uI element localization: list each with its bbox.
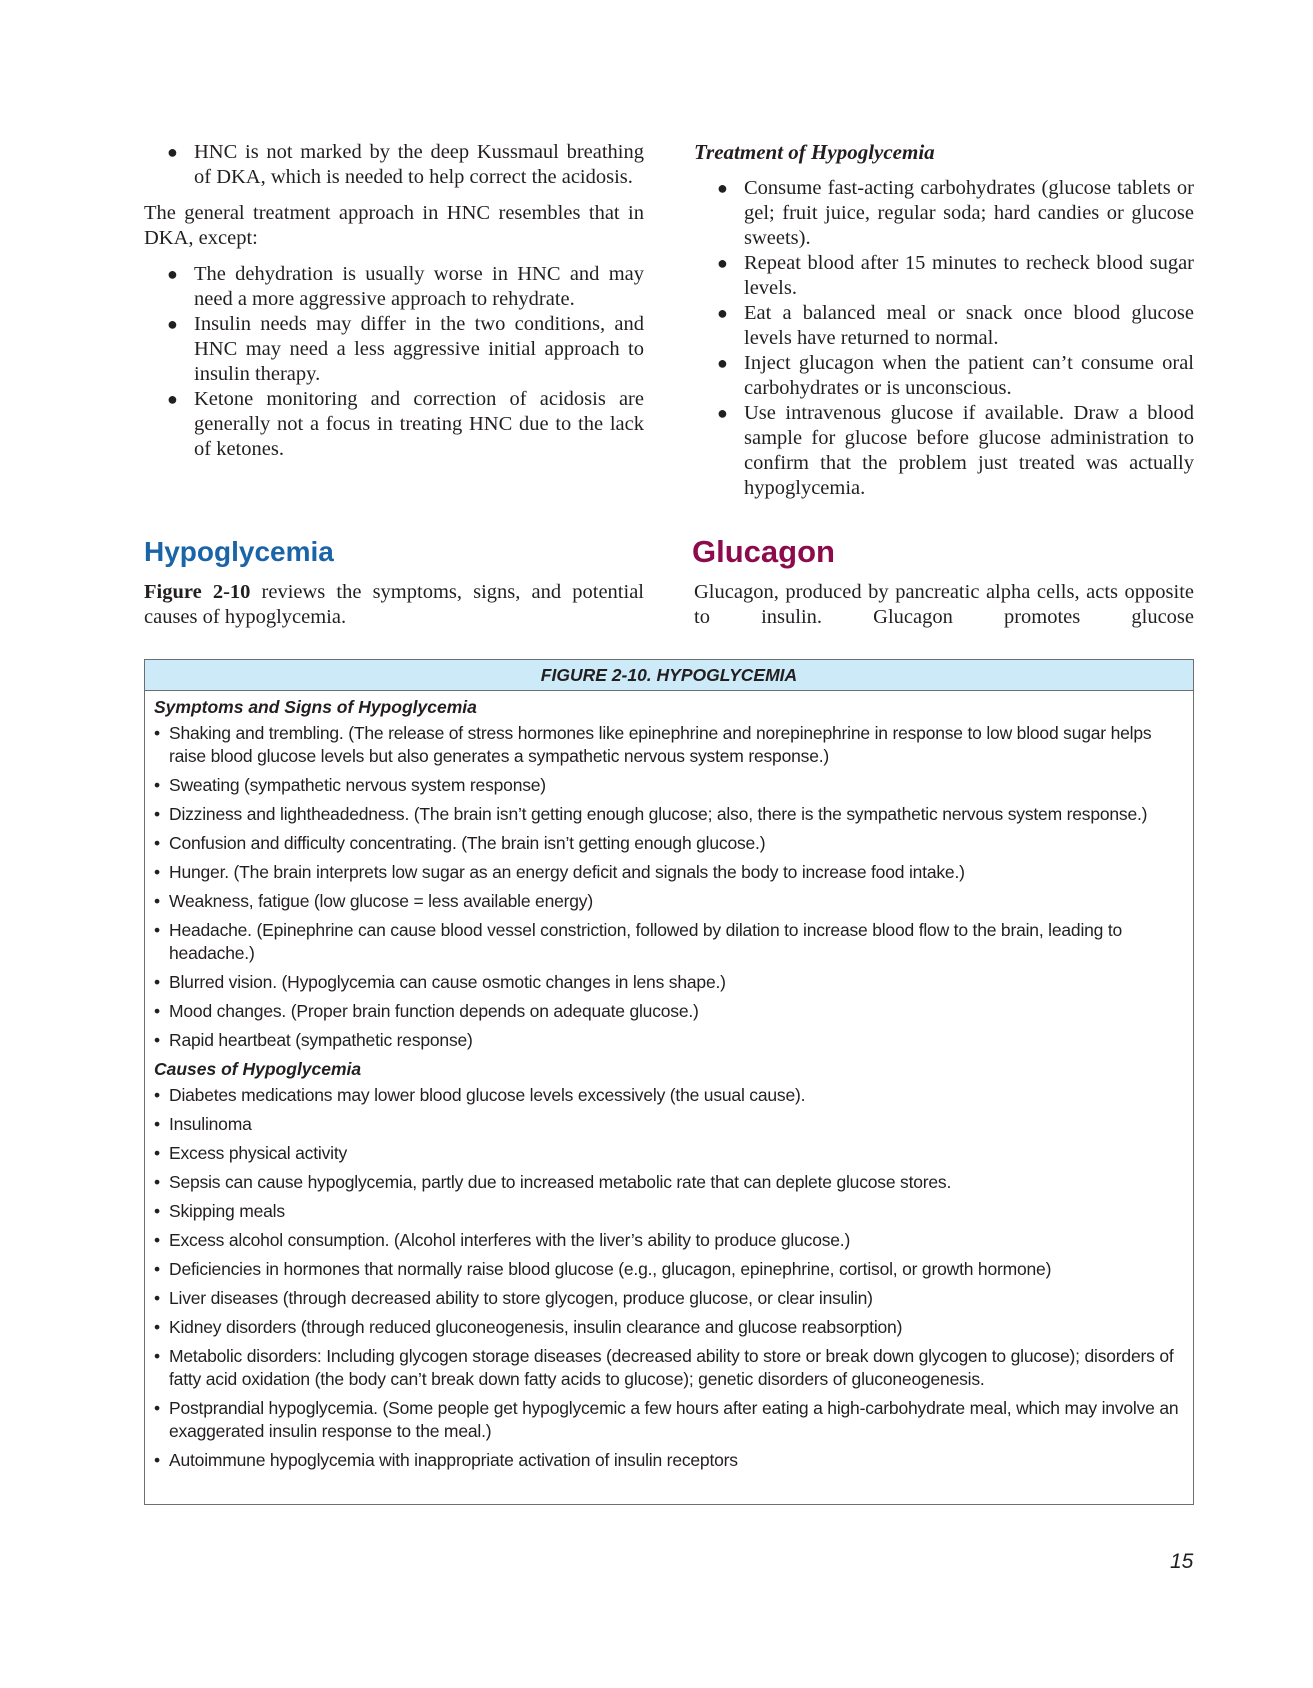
list-item: • Diabetes medications may lower blood glucose levels excessively (the usual cause). bbox=[154, 1085, 806, 1105]
list-item: • Rapid heartbeat (sympathetic response) bbox=[154, 1030, 473, 1050]
bullet-icon: ● bbox=[717, 178, 728, 198]
treatment-subheading: Treatment of Hypoglycemia bbox=[694, 140, 935, 164]
bullet-icon: • bbox=[154, 775, 160, 795]
bullet-icon: ● bbox=[717, 253, 728, 273]
bullet-icon: • bbox=[154, 833, 160, 853]
causes-list bbox=[154, 1084, 1184, 1472]
list-item: ● Ketone monitoring and correction of acidosis are generally not a focus in treating HNC due to the lack of ketones. bbox=[167, 388, 644, 460]
list-item: ● Use intravenous glucose if available. Draw a blood sample for glucose before glucose administration to confirm that the problem just treated was actually hypoglycemia. bbox=[717, 402, 1194, 499]
bullet-icon: ● bbox=[717, 403, 728, 423]
hypoglycemia-intro: Figure 2-10 reviews the symptoms, signs, and potential causes of hypoglycemia. bbox=[144, 581, 644, 628]
hypoglycemia-heading: Hypoglycemia bbox=[144, 536, 334, 567]
left-column bbox=[144, 140, 644, 462]
figure-body bbox=[145, 691, 1193, 1472]
list-item: • Excess alcohol consumption. (Alcohol interferes with the liver’s ability to produce glucose.) bbox=[154, 1230, 851, 1250]
bullet-icon: • bbox=[154, 1450, 160, 1470]
bullet-icon: • bbox=[154, 1085, 160, 1105]
symptoms-list bbox=[154, 722, 1184, 1052]
bullet-icon: • bbox=[154, 920, 160, 940]
list-item: • Skipping meals bbox=[154, 1201, 285, 1221]
bullet-icon: • bbox=[154, 723, 160, 743]
glucagon-intro: Glucagon, produced by pancreatic alpha cells, acts opposite to insulin. Glucagon promotes glucose bbox=[694, 581, 1194, 628]
bullet-icon: • bbox=[154, 1288, 160, 1308]
bullet-icon: • bbox=[154, 1259, 160, 1279]
hnc-treatment-paragraph: The general treatment approach in HNC resembles that in DKA, except: bbox=[144, 202, 644, 249]
list-item: • Blurred vision. (Hypoglycemia can cause osmotic changes in lens shape.) bbox=[154, 972, 726, 992]
figure-reference: Figure 2-10 bbox=[144, 581, 251, 603]
list-item: • Autoimmune hypoglycemia with inappropriate activation of insulin receptors bbox=[154, 1450, 738, 1470]
bullet-icon: • bbox=[154, 1172, 160, 1192]
list-item: • Excess physical activity bbox=[154, 1143, 348, 1163]
right-column bbox=[694, 140, 1194, 501]
bullet-icon: • bbox=[154, 862, 160, 882]
bullet-icon: • bbox=[154, 1346, 160, 1366]
list-item: • Deficiencies in hormones that normally raise blood glucose (e.g., glucagon, epinephrine, cortisol, or growth hormone) bbox=[154, 1259, 1052, 1279]
bullet-icon: ● bbox=[167, 142, 178, 162]
glucagon-heading: Glucagon bbox=[692, 534, 835, 569]
bullet-icon: • bbox=[154, 1201, 160, 1221]
list-item: ● Repeat blood after 15 minutes to recheck blood sugar levels. bbox=[717, 252, 1194, 299]
list-item: • Sweating (sympathetic nervous system response) bbox=[154, 775, 546, 795]
list-item: • Mood changes. (Proper brain function depends on adequate glucose.) bbox=[154, 1001, 699, 1021]
symptoms-subheading: Symptoms and Signs of Hypoglycemia bbox=[154, 697, 477, 717]
list-item: • Insulinoma bbox=[154, 1114, 252, 1134]
hnc-bullet-list-bottom bbox=[144, 262, 644, 462]
bullet-icon: ● bbox=[167, 389, 178, 409]
list-item: • Hunger. (The brain interprets low sugar as an energy deficit and signals the body to increase food intake.) bbox=[154, 862, 965, 882]
page-number: 15 bbox=[1170, 1550, 1194, 1573]
list-item: • Liver diseases (through decreased ability to store glycogen, produce glucose, or clear insulin) bbox=[154, 1288, 873, 1308]
bullet-icon: ● bbox=[717, 353, 728, 373]
bullet-icon: • bbox=[154, 1001, 160, 1021]
figure-title: FIGURE 2-10. HYPOGLYCEMIA bbox=[145, 660, 1193, 691]
list-item: ● Consume fast-acting carbohydrates (glucose tablets or gel; fruit juice, regular soda; hard candies or glucose sweets). bbox=[717, 177, 1194, 249]
list-item: ● Inject glucagon when the patient can’t consume oral carbohydrates or is unconscious. bbox=[717, 352, 1194, 399]
list-item: ● The dehydration is usually worse in HNC and may need a more aggressive approach to rehydrate. bbox=[167, 263, 644, 310]
bullet-icon: ● bbox=[717, 303, 728, 323]
bullet-icon: ● bbox=[167, 314, 178, 334]
list-item: • Dizziness and lightheadedness. (The brain isn’t getting enough glucose; also, there is the sympathetic nervous system response.) bbox=[154, 804, 1148, 824]
figure-2-10-box bbox=[144, 659, 1194, 1505]
hnc-bullet-list-top bbox=[144, 140, 644, 190]
bullet-icon: • bbox=[154, 1230, 160, 1250]
list-item: • Headache. (Epinephrine can cause blood vessel constriction, followed by dilation to increase blood flow to the brain, leading to headache.) bbox=[154, 920, 1123, 963]
list-item: • Metabolic disorders: Including glycogen storage diseases (decreased ability to store or break down glycogen to glucose); disorders of fatty acid oxidation (the body can’t break down fatty acids to glucose); genetic disorders of gluconeogenesis. bbox=[154, 1346, 1174, 1389]
bullet-icon: • bbox=[154, 1030, 160, 1050]
list-item: • Kidney disorders (through reduced gluconeogenesis, insulin clearance and glucose reabsorption) bbox=[154, 1317, 903, 1337]
bullet-icon: • bbox=[154, 804, 160, 824]
list-item: • Shaking and trembling. (The release of stress hormones like epinephrine and norepinephrine in response to low blood sugar helps raise blood glucose levels but also generates a sympathetic nervous system response.) bbox=[154, 723, 1152, 766]
causes-subheading: Causes of Hypoglycemia bbox=[154, 1059, 362, 1079]
list-item: • Confusion and difficulty concentrating. (The brain isn’t getting enough glucose.) bbox=[154, 833, 766, 853]
bullet-icon: • bbox=[154, 972, 160, 992]
bullet-icon: • bbox=[154, 1398, 160, 1418]
list-item: • Weakness, fatigue (low glucose = less available energy) bbox=[154, 891, 593, 911]
bullet-icon: • bbox=[154, 1143, 160, 1163]
bullet-icon: • bbox=[154, 891, 160, 911]
treatment-bullet-list bbox=[694, 176, 1194, 501]
list-item: • Sepsis can cause hypoglycemia, partly due to increased metabolic rate that can deplete glucose stores. bbox=[154, 1172, 952, 1192]
list-item: ● HNC is not marked by the deep Kussmaul breathing of DKA, which is needed to help correct the acidosis. bbox=[167, 141, 644, 188]
list-item: ● Eat a balanced meal or snack once blood glucose levels have returned to normal. bbox=[717, 302, 1194, 349]
list-item: ● Insulin needs may differ in the two conditions, and HNC may need a less aggressive initial approach to insulin therapy. bbox=[167, 313, 644, 385]
bullet-icon: • bbox=[154, 1317, 160, 1337]
list-item: • Postprandial hypoglycemia. (Some people get hypoglycemic a few hours after eating a high-carbohydrate meal, which may involve an exaggerated insulin response to the meal.) bbox=[154, 1398, 1179, 1441]
bullet-icon: ● bbox=[167, 264, 178, 284]
bullet-icon: • bbox=[154, 1114, 160, 1134]
